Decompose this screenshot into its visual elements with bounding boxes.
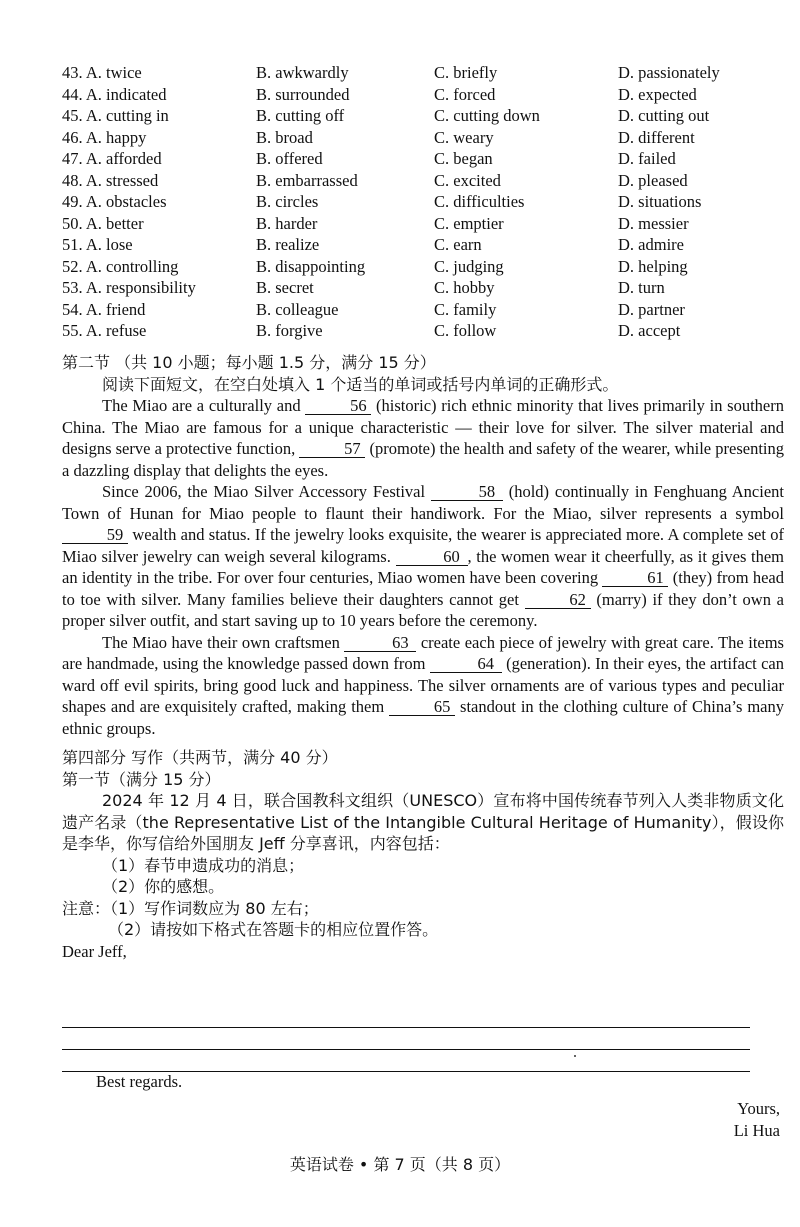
option-c: C. emptier — [434, 213, 504, 233]
blank-60: 60 — [396, 548, 468, 566]
option-c: C. follow — [434, 321, 497, 340]
paragraph-1 — [62, 395, 784, 481]
option-d: D. pleased — [618, 170, 688, 190]
writing-line-1 — [62, 1027, 750, 1028]
option-b: B. offered — [256, 149, 323, 168]
option-c: C. weary — [434, 127, 494, 147]
text: standout in the clothing culture of China’s many ethnic groups. — [62, 697, 784, 738]
option-a: 43. A. twice — [62, 63, 142, 82]
blank-58: 58 — [431, 483, 503, 501]
option-row — [62, 277, 762, 299]
option-d: D. cutting out — [618, 106, 710, 125]
option-row — [62, 127, 762, 149]
blank-57: 57 — [299, 440, 365, 458]
option-b: B. awkwardly — [256, 63, 349, 82]
salutation: Dear Jeff, — [62, 941, 127, 961]
text: The Miao have their own craftsmen — [102, 632, 345, 652]
section2-heading: 第二节 （共 10 小题；每小题 1.5 分，满分 15 分） — [62, 353, 436, 372]
option-c: C. cutting down — [434, 106, 540, 125]
option-row — [62, 234, 762, 256]
option-d: D. turn — [618, 278, 665, 297]
option-row — [62, 213, 762, 235]
option-c: C. forced — [434, 84, 496, 104]
option-a: 54. A. friend — [62, 299, 146, 319]
option-c: C. excited — [434, 170, 501, 190]
blank-64: 64 — [430, 655, 502, 673]
option-d: D. situations — [618, 192, 702, 211]
option-b: B. embarrassed — [256, 170, 358, 190]
option-row — [62, 62, 762, 84]
option-row — [62, 191, 762, 213]
option-a: 50. A. better — [62, 213, 144, 233]
option-d: D. messier — [618, 213, 689, 233]
text: (historic) rich ethnic minority that lives primarily in southern China. The Miao are famous for a unique characteristic — their love for silver. The silver material and designs serve a protective function, — [62, 396, 785, 458]
writing-line-2 — [62, 1049, 750, 1050]
page-footer: 英语试卷 • 第 7 页（共 8 页） — [289, 1155, 511, 1174]
text: (promote) the health and safety of the wearer, while presenting a dazzling display that delights the eyes. — [62, 439, 784, 480]
option-row — [62, 84, 762, 106]
blank-56: 56 — [305, 397, 371, 415]
text: (hold) continually in Fenghuang Ancient Town of Hunan for Miao people to flaunt their handiwork. For the Miao, silver represents a symbol — [62, 482, 784, 523]
option-d: D. different — [618, 127, 695, 147]
option-c: C. earn — [434, 235, 482, 254]
option-b: B. disappointing — [256, 256, 366, 276]
option-b: B. secret — [256, 278, 314, 297]
blank-63: 63 — [344, 634, 416, 652]
option-b: B. broad — [256, 127, 313, 147]
text: create each piece of jewelry with great care. The items are handmade, using the knowledge passed down from — [62, 632, 784, 673]
option-d: D. failed — [618, 149, 676, 168]
text: The Miao are a culturally and — [102, 396, 306, 415]
option-row — [62, 299, 762, 321]
note-1: 注意：（1）写作词数应为 80 左右； — [62, 898, 319, 918]
option-a: 48. A. stressed — [62, 170, 159, 190]
writing-prompt: 2024 年 12 月 4 日，联合国教科文组织（UNESCO）宣布将中国传统春节列入人类非物质文化遗产名录（the Representative List of the Intangible Cultural Heritage of Humanity），假设你是李华，你写信给外国朋友 Jeff 分享喜讯，内容包括： — [62, 791, 784, 853]
text: (generation). In their eyes, the artifact can ward off evil spirits, bring good luck and happiness. The silver ornaments are of various types and peculiar shapes and are exquisitely crafted, making them — [62, 654, 784, 716]
option-a: 51. A. lose — [62, 235, 133, 254]
text: Since 2006, the Miao Silver Accessory Festival — [102, 482, 431, 501]
option-d: D. accept — [618, 321, 681, 340]
option-d: D. passionately — [618, 63, 720, 82]
blank-65: 65 — [389, 698, 455, 716]
option-c: C. began — [434, 149, 493, 168]
option-b: B. realize — [256, 235, 320, 254]
option-b: B. forgive — [256, 321, 323, 340]
option-row — [62, 256, 762, 278]
option-a: 52. A. controlling — [62, 256, 179, 276]
text: (marry) if they don’t own a proper silver outfit, and start saving up to 10 years before the ceremony. — [62, 589, 784, 630]
blank-59: 59 — [62, 526, 128, 544]
option-d: D. helping — [618, 256, 688, 276]
option-b: B. surrounded — [256, 84, 350, 104]
section2-instruction: 阅读下面短文，在空白处填入 1 个适当的单词或括号内单词的正确形式。 — [102, 374, 619, 394]
blank-62: 62 — [525, 591, 591, 609]
option-b: B. circles — [256, 192, 319, 211]
prompt-item-2: （2）你的感想。 — [102, 877, 225, 896]
option-a: 47. A. afforded — [62, 149, 162, 168]
part4-heading: 第四部分 写作（共两节，满分 40 分） — [62, 748, 338, 767]
option-row — [62, 320, 762, 342]
option-b: B. harder — [256, 213, 318, 233]
option-d: D. admire — [618, 235, 684, 254]
text: (they) from head to toe with silver. Many families believe their daughters cannot get — [62, 568, 784, 609]
option-a: 46. A. happy — [62, 127, 147, 147]
text: , the women wear it cheerfully, as it gives them an identity in the tribe. For over four centuries, Miao women have been covering — [62, 546, 784, 587]
paragraph-2 — [62, 481, 784, 632]
closing: Best regards. — [96, 1072, 183, 1091]
option-a: 53. A. responsibility — [62, 278, 196, 297]
blank-61: 61 — [602, 569, 668, 587]
option-row — [62, 148, 762, 170]
section-body — [62, 352, 784, 962]
option-b: B. colleague — [256, 299, 339, 319]
option-c: C. judging — [434, 256, 504, 276]
option-row — [62, 105, 762, 127]
yours: Yours, — [737, 1099, 780, 1118]
prompt-item-1: （1）春节申遗成功的消息； — [102, 855, 305, 875]
answer-options — [62, 62, 762, 342]
text: wealth and status. If the jewelry looks exquisite, the wearer is appreciated more. A complete set of Miao silver jewelry can weigh several kilograms. — [62, 525, 784, 566]
option-c: C. briefly — [434, 63, 498, 82]
paragraph-3 — [62, 632, 784, 740]
option-row — [62, 170, 762, 192]
stray-mark — [574, 1055, 576, 1057]
option-c: C. difficulties — [434, 192, 525, 211]
option-d: D. expected — [618, 84, 697, 104]
part4-section1: 第一节（满分 15 分） — [62, 769, 221, 789]
note-2: （2）请按如下格式在答题卡的相应位置作答。 — [108, 920, 439, 939]
sign-off — [734, 1098, 780, 1142]
option-a: 44. A. indicated — [62, 84, 167, 104]
option-c: C. family — [434, 299, 497, 319]
option-a: 49. A. obstacles — [62, 192, 167, 211]
option-c: C. hobby — [434, 278, 495, 297]
option-d: D. partner — [618, 299, 685, 319]
option-a: 45. A. cutting in — [62, 106, 169, 125]
signature: Li Hua — [733, 1121, 780, 1140]
option-b: B. cutting off — [256, 106, 345, 125]
option-a: 55. A. refuse — [62, 321, 147, 340]
